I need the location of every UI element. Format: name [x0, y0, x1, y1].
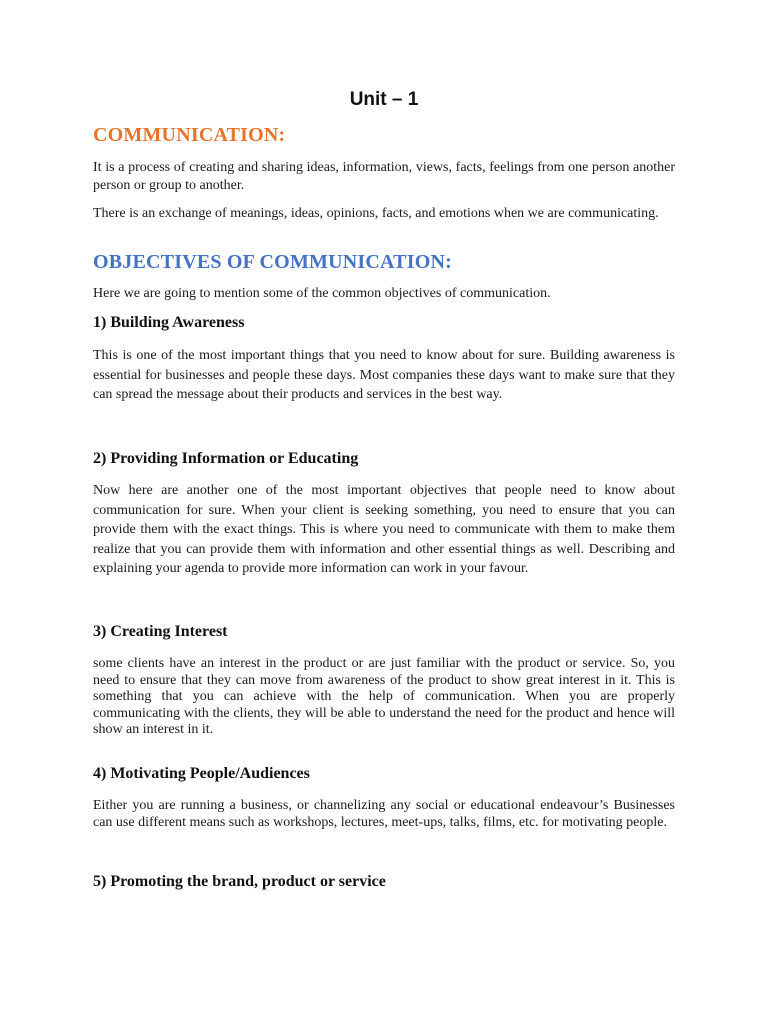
- objective-4-title: 4) Motivating People/Audiences: [93, 765, 310, 782]
- objective-1-title: 1) Building Awareness: [93, 314, 245, 331]
- communication-paragraph-1: It is a process of creating and sharing ideas, information, views, facts, feelings from one person another person or group to another.: [93, 160, 675, 193]
- objective-5-title: 5) Promoting the brand, product or service: [93, 873, 386, 890]
- objective-3-body: some clients have an interest in the product or are just familiar with the product or service. So, you need to ensure that they can move from awareness of the product to show great interest in it. This is something that you can achieve with the help of communication. When you are properly communicating with the clients, they will be able to understand the need for the product and hence will show an interest in it.: [93, 656, 675, 737]
- objectives-intro: Here we are going to mention some of the common objectives of communication.: [93, 286, 551, 301]
- communication-paragraph-2: There is an exchange of meanings, ideas, opinions, facts, and emotions when we are communicating.: [93, 206, 659, 221]
- objective-2-body: Now here are another one of the most important objectives that people need to know about communication for sure. When your client is seeking something, you need to ensure that you can provide them with the exact things. This is where you need to communicate with them to make them realize that you can provide them with information and other essential things as well. Describing and explaining your agenda to provide more information can work in your favour.: [93, 483, 675, 576]
- communication-heading: COMMUNICATION:: [93, 124, 286, 146]
- objectives-heading: OBJECTIVES OF COMMUNICATION:: [93, 251, 452, 273]
- objective-2-title: 2) Providing Information or Educating: [93, 450, 359, 467]
- unit-title: Unit – 1: [349, 89, 419, 110]
- objective-1-body: This is one of the most important things that you need to know about for sure. Building awareness is essential for businesses and people these days. Most companies these days want to make sure that they can spread the message about their products and services in the best way.: [93, 348, 675, 402]
- objective-4-body: Either you are running a business, or channelizing any social or educational endeavour’s Businesses can use different means such as workshops, lectures, meet-ups, talks, films, etc. for motivating people.: [93, 798, 675, 830]
- objective-3-title: 3) Creating Interest: [93, 623, 228, 640]
